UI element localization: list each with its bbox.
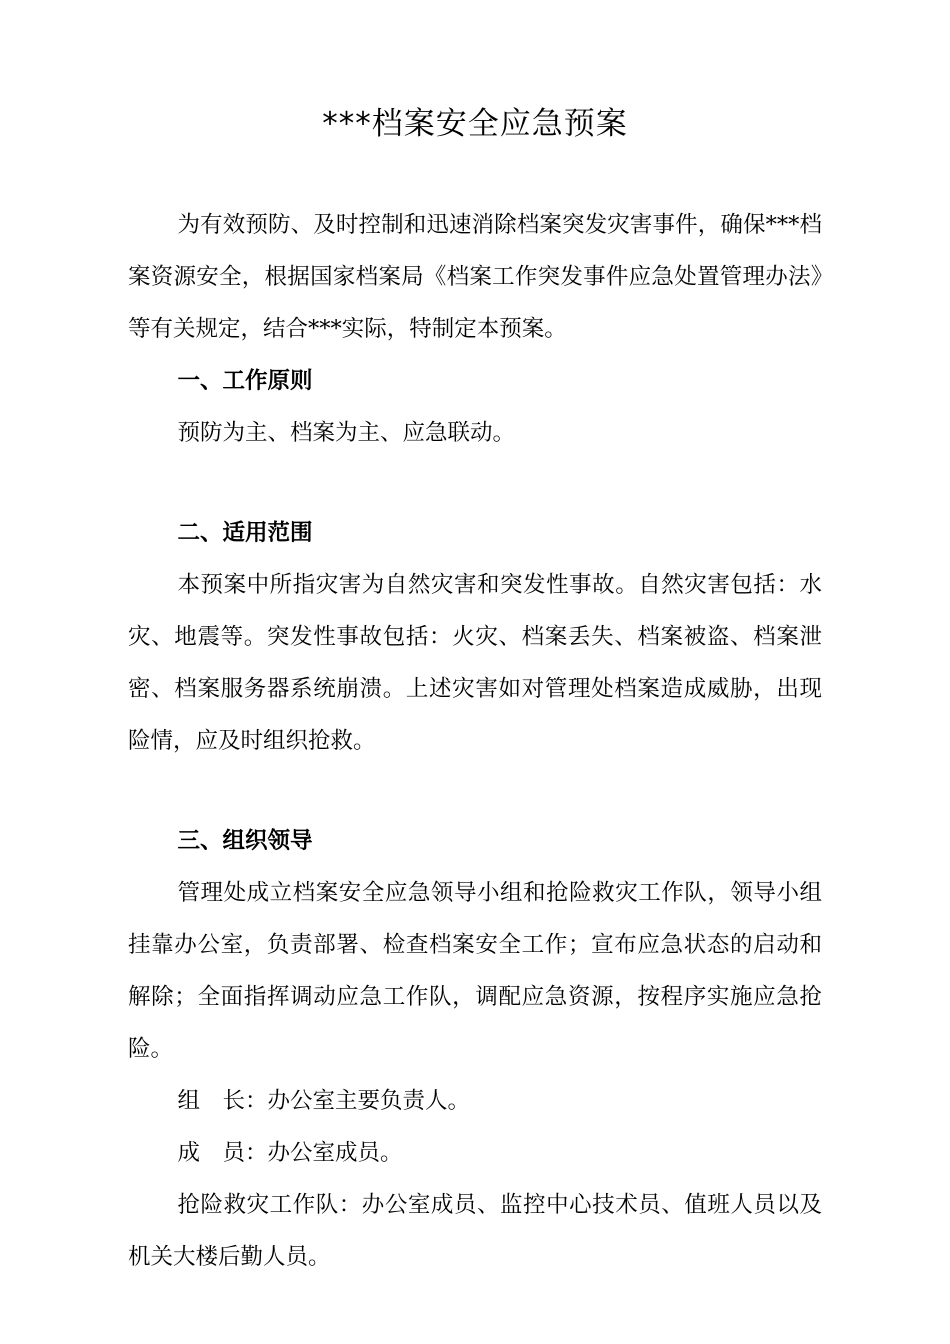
section-heading-principles: 一、工作原则 <box>177 368 313 394</box>
member-line-members: 成 员：办公室成员。 <box>177 1140 403 1166</box>
section-heading-scope: 二、适用范围 <box>177 520 313 546</box>
section-heading-organization: 三、组织领导 <box>177 828 313 854</box>
section-paragraph: 管理处成立档案安全应急领导小组和抢险救灾工作队，领导小组挂靠办公室，负责部署、检查档案安全工作；宣布应急状态的启动和解除；全面指挥调动应急工作队，调配应急资源，按程序实施应急抢险。 <box>128 880 822 1062</box>
section-paragraph: 抢险救灾工作队：办公室成员、监控中心技术员、值班人员以及机关大楼后勤人员。 <box>128 1192 822 1270</box>
intro-paragraph: 为有效预防、及时控制和迅速消除档案突发灾害事件，确保***档案资源安全，根据国家档案局《档案工作突发事件应急处置管理办法》等有关规定，结合***实际，特制定本预案。 <box>128 212 822 342</box>
spacer <box>128 767 822 815</box>
document-title: ***档案安全应急预案 <box>322 106 628 142</box>
document-body <box>128 199 822 1283</box>
spacer <box>128 459 822 507</box>
member-line-leader: 组 长：办公室主要负责人。 <box>177 1088 471 1114</box>
section-paragraph: 本预案中所指灾害为自然灾害和突发性事故。自然灾害包括：水灾、地震等。突发性事故包括：火灾、档案丢失、档案被盗、档案泄密、档案服务器系统崩溃。上述灾害如对管理处档案造成威胁，出现险情，应及时组织抢救。 <box>128 572 822 754</box>
section-paragraph: 预防为主、档案为主、应急联动。 <box>177 420 516 446</box>
